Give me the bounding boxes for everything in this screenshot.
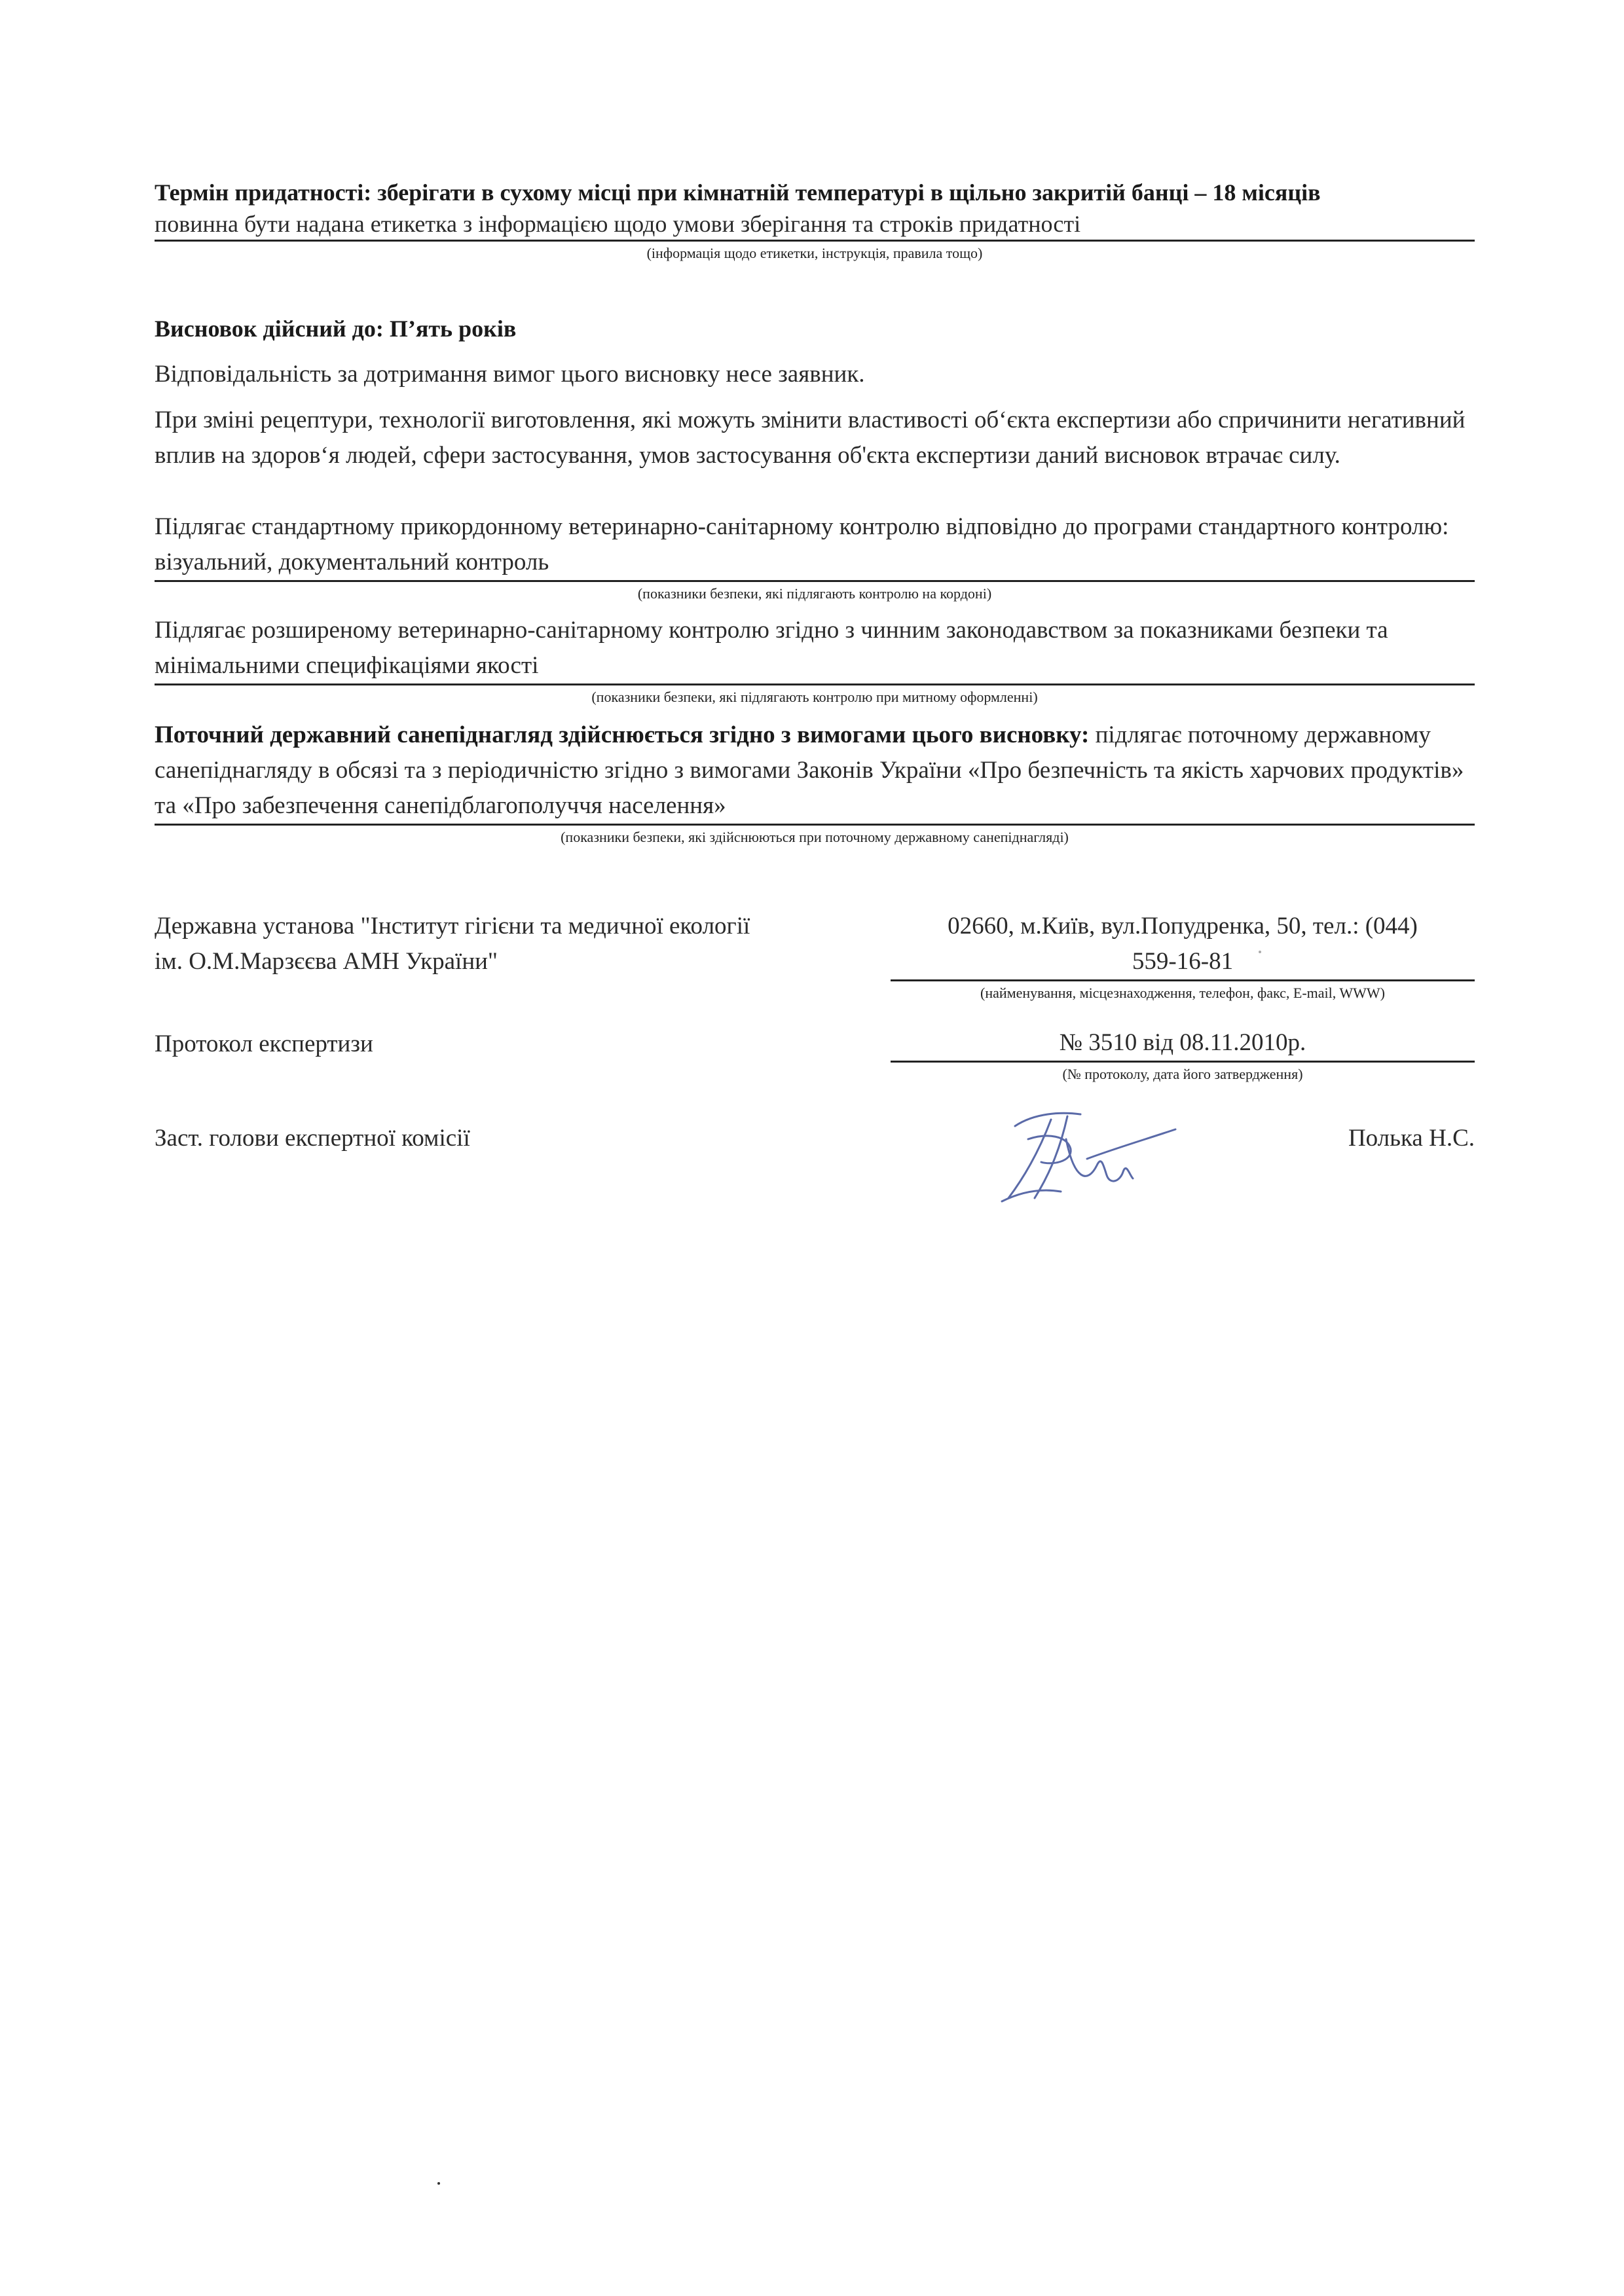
storage-line bbox=[155, 208, 1475, 242]
institution-caption: (найменування, місцезнаходження, телефон, факс, E-mail, WWW) bbox=[980, 985, 1385, 1001]
supervision-paragraph bbox=[155, 718, 1475, 824]
extended-control-section bbox=[155, 613, 1475, 706]
supervision-section bbox=[155, 718, 1475, 847]
validity-text: Висновок дійсний до: П’ять років bbox=[155, 316, 517, 342]
signatory-name: Полька Н.С. bbox=[1348, 1125, 1475, 1152]
institution-name: Державна установа "Інститут гігієни та медичної екології ім. О.М.Марзєєва АМН України" bbox=[155, 913, 750, 975]
storage-line-text: повинна бути надана етикетка з інформацією щодо умови зберігання та строків придатності bbox=[155, 211, 1081, 237]
scan-speck bbox=[437, 2182, 440, 2185]
supervision-line bbox=[155, 718, 1475, 826]
border-control-caption: (показники безпеки, які підлягають контролю на кордоні) bbox=[637, 585, 992, 602]
institution-address-rule bbox=[891, 944, 1475, 981]
storage-section bbox=[155, 177, 1475, 263]
extended-control-caption: (показники безпеки, які підлягають контролю при митному оформленні) bbox=[591, 689, 1038, 705]
validity-section bbox=[155, 313, 1475, 344]
institution-address-line2: 559-16-81 bbox=[1132, 948, 1234, 975]
institution-address-block bbox=[891, 909, 1475, 1002]
signatory-name-block bbox=[1297, 1121, 1475, 1156]
protocol-value-block bbox=[891, 1025, 1475, 1084]
responsibility-text: Відповідальність за дотримання вимог цього висновку несе заявник. bbox=[155, 361, 865, 388]
protocol-value: № 3510 від 08.11.2010р. bbox=[1059, 1029, 1306, 1056]
storage-caption: (інформація щодо етикетки, інструкція, правила тощо) bbox=[646, 245, 983, 261]
border-control-section bbox=[155, 509, 1475, 603]
shelf-life-heading: Термін придатності: зберігати в сухому місці при кімнатній температурі в щільно закритій банці – 18 місяців bbox=[155, 179, 1321, 206]
handwritten-signature bbox=[989, 1100, 1185, 1211]
scan-speck bbox=[1259, 951, 1261, 953]
extended-control-text: Підлягає розширеному ветеринарно-санітарному контролю згідно з чинним законодавством за показниками безпеки та мінімальними специфікаціями якості bbox=[155, 617, 1388, 679]
supervision-bold: Поточний державний санепіднагляд здійснюється згідно з вимогами цього висновку: bbox=[155, 721, 1090, 748]
protocol-label: Протокол експертизи bbox=[155, 1030, 373, 1057]
supervision-text: підлягає поточному державному санепіднагляду в обсязі та з періодичністю згідно з вимогами Законів України «Про безпечність та якість харчових продуктів» та «Про забезпечення санепідблагополуччя населення» bbox=[155, 721, 1464, 819]
institution-address-line1: 02660, м.Київ, вул.Попудренка, 50, тел.: (044) bbox=[948, 913, 1418, 939]
recipe-change-section bbox=[155, 403, 1475, 473]
signatory-role: Заст. голови експертної комісії bbox=[155, 1125, 470, 1152]
responsibility-section bbox=[155, 357, 1475, 392]
protocol-caption: (№ протоколу, дата його затвердження) bbox=[1062, 1066, 1303, 1082]
border-control-line bbox=[155, 509, 1475, 582]
extended-control-line bbox=[155, 613, 1475, 685]
recipe-change-text: При зміні рецептури, технології виготовлення, які можуть змінити властивості об‘єкта експертизи або спричинити негативний вплив на здоров‘я людей, сфери застосування, умов застосування об'єкта експертизи даний висновок втрачає силу. bbox=[155, 407, 1466, 469]
border-control-text: Підлягає стандартному прикордонному ветеринарно-санітарному контролю відповідно до програми стандартного контролю: візуальний, документальний контроль bbox=[155, 513, 1449, 575]
supervision-caption: (показники безпеки, які здійснюються при поточному державному санепіднагляді) bbox=[561, 829, 1069, 845]
protocol-rule bbox=[891, 1025, 1475, 1063]
signatory-row bbox=[155, 1121, 1475, 1156]
